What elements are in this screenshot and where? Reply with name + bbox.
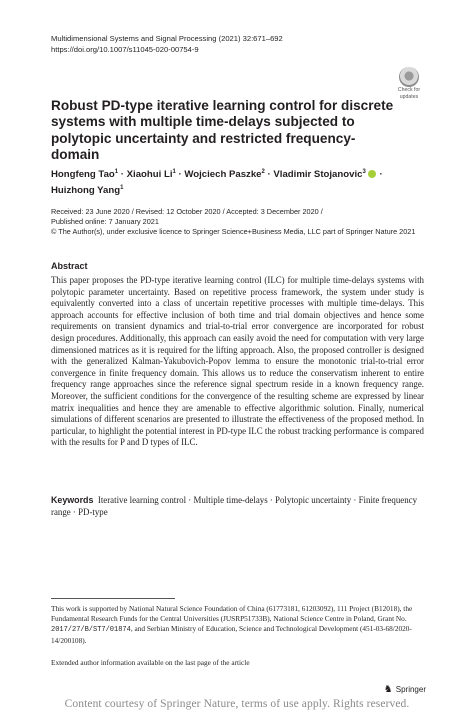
affiliation-mark: 1 [114,169,119,175]
badge-line2: updates [399,93,419,100]
author-name[interactable]: Hongfeng Tao [51,169,115,181]
affiliation-mark: 2 [261,169,265,175]
author-name[interactable]: Wojciech Paszke [184,169,262,181]
dates-line: Received: 23 June 2020 / Revised: 12 October 2020 / Accepted: 3 December 2020 / [51,207,323,216]
affiliation-mark: 1 [120,184,124,191]
extended-author-info: Extended author information available on the last page of the article [51,658,250,667]
grant-number: 2017/27/B/ST7/01874 [51,626,131,635]
funding-text-2: , and Serbian Ministry of Education, Science and Technological Development (451-03-68/2020-14/200108). [51,624,412,645]
keywords-section [51,495,424,518]
keywords-text: Iterative learning control · Multiple time-delays · Polytopic uncertainty · Finite frequency range · PD-type [51,495,418,517]
badge-line1: Check for [397,87,421,93]
author-name[interactable]: Vladimir Stojanovic [273,169,363,181]
copyright-line: © The Author(s), under exclusive licence to Springer Science+Business Media, LLC part of Springer Nature 2021 [51,227,416,237]
affiliation-mark: 3 [362,169,366,175]
funding-footnote [51,604,424,646]
springer-horse-icon: ♞ [383,684,393,695]
funding-text-1: This work is supported by National Natural Science Foundation of China (61773181, 61203092), 111 Project (B12018), the Fundamental Research Funds for the Central Universities (JUSRP51733B), National Science Centre in Poland, Grant No. [51,604,413,624]
journal-header [51,33,283,55]
publisher-name: Springer [395,685,426,694]
abstract-heading: Abstract [51,261,88,271]
keywords-heading: Keywords [51,495,94,505]
orcid-icon[interactable] [368,170,376,178]
footnote-divider [51,598,175,599]
doi-link[interactable]: https://doi.org/10.1007/s11045-020-00754-9 [51,45,199,54]
affiliation-mark: 1 [172,169,176,175]
springer-logo [384,684,426,695]
author-name[interactable]: Xiaohui Li [126,169,173,181]
bookmark-icon [399,67,419,87]
author-list: Hongfeng Tao$^1$ · Xiaohui $Li^1$ · Wojciech Paszke$^2$ · Vladimir Stojanovic$^3$ · Huizhong Yang$^1$ [51,169,383,196]
author-name[interactable]: Huizhong Yang [51,184,121,196]
journal-citation: Multidimensional Systems and Signal Processing (2021) 32:671–692 [51,34,283,43]
dates-line: Published online: 7 January 2021 [51,217,159,227]
publication-history [51,207,441,238]
article-title: Robust PD-type iterative learning control for discrete systems with multiple time-delays subjected to polytopic uncertainty and restricted frequency-domain [51,98,394,163]
courtesy-notice: Content courtesy of Springer Nature, terms of use apply. Rights reserved. [64,698,410,710]
abstract-text: This paper proposes the PD-type iterative learning control (ILC) for multiple time-delays systems with polytopic parameter uncertainty. Based on repetitive process framework, the system under study is equivalently converted into a class of uncertain repetitive processes with multiple time-delays. This approach accounts for effective inclusion of both time and trial domain objectives and hence some requirements on transient dynamics and trial-to-trial error convergence are incorporated for robust design procedures. Additionally, this approach can easily avoid the need for computation with very large dimensioned matrices as it is required for the lifting approach. Also, the proposed controller is designed with the generalized Kalman-Yakubovich-Popov lemma to ensure the monotonic trial-to-trial error convergence in finite frequency domain. This allows us to reduce the conservatism inherent to entire frequency range approaches since the reference signal spectrum reside in a known frequency range. Moreover, the sufficient conditions for the convergence of the resulting scheme are expressed by linear matrix inequalities and hence they are amenable to effective algorithmic solution. Finally, numerical simulations of different scenarios are presented to illustrate the effectiveness of the proposed method. In particular, to highlight the potential interest in PD-type ILC the robust tracking performance is compared with the results for P and D types of ILC. [51,275,424,448]
check-for-updates-badge[interactable] [392,67,426,101]
